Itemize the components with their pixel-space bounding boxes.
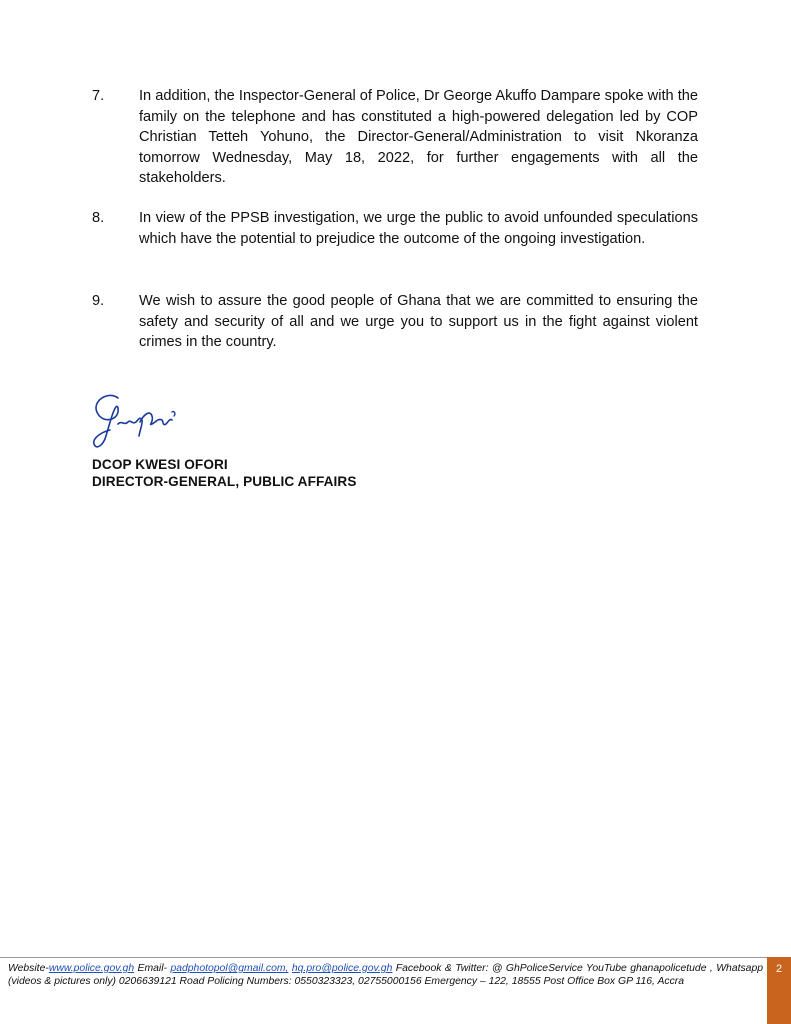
signatory-name: DCOP KWESI OFORI [92, 457, 228, 472]
signatory-title: DIRECTOR-GENERAL, PUBLIC AFFAIRS [92, 474, 357, 489]
paragraph-8 [92, 208, 698, 249]
email-link-secondary[interactable]: hq.pro@police.gov.gh [291, 963, 393, 974]
website-link[interactable]: www.police.gov.gh [48, 963, 135, 974]
page-number: 2 [775, 963, 783, 975]
paragraph-9 [92, 291, 698, 353]
footer-contact-details: Facebook & Twitter: @ GhPoliceService YouTube ghanapolicetude , Whatsapp (videos & pictures only) 0206639121 Road Policing Numbers: 0550323323, 02755000156 Emergency – 122, 18555 Post Office Box GP 116, Accra [8, 963, 764, 987]
handwritten-signature [88, 392, 188, 454]
page-number-badge [767, 957, 791, 1024]
paragraph-number: 9. [92, 293, 105, 309]
email-link-primary[interactable]: padphotopol@gmail.com, [170, 963, 289, 974]
paragraph-7 [92, 86, 698, 189]
paragraph-number: 7. [92, 88, 105, 104]
email-label: Email- [137, 963, 167, 974]
footer-contact-info [8, 962, 763, 988]
paragraph-text: In addition, the Inspector-General of Police, Dr George Akuffo Dampare spoke with the family on the telephone and has constituted a high-powered delegation led by COP Christian Tetteh Yohuno, the Director-General/Administration to visit Nkoranza tomorrow Wednesday, May 18, 2022, for further engagements with all the stakeholders. [139, 88, 698, 186]
footer-divider [0, 957, 791, 958]
paragraph-text: We wish to assure the good people of Ghana that we are committed to ensuring the safety and security of all and we urge you to support us in the fight against violent crimes in the country. [139, 293, 698, 350]
website-label: Website- [8, 963, 49, 974]
paragraph-text: In view of the PPSB investigation, we urge the public to avoid unfounded speculations which have the potential to prejudice the outcome of the ongoing investigation. [139, 210, 698, 247]
paragraph-number: 8. [92, 210, 105, 226]
